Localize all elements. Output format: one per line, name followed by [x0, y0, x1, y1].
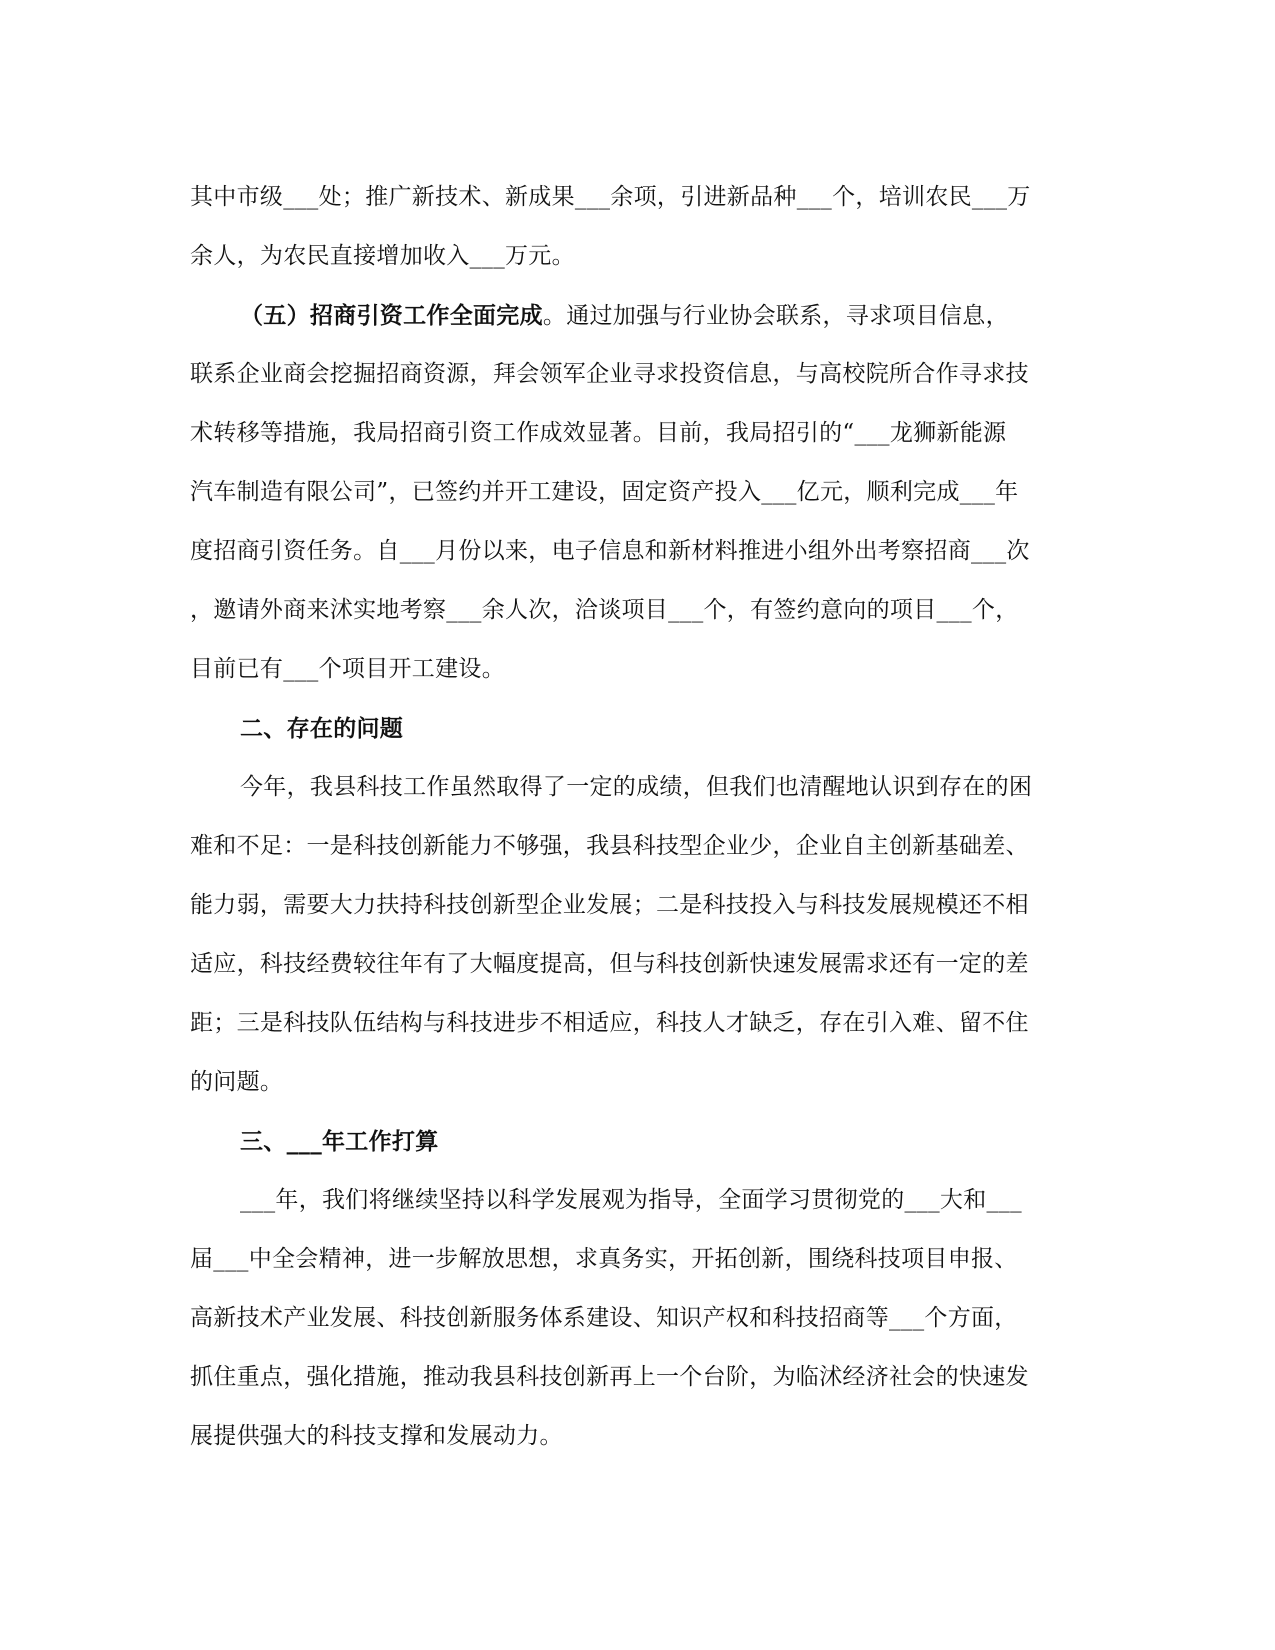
paragraph-results-continued: [190, 168, 1090, 286]
document-page: [190, 168, 1090, 1466]
text-line: 距；三是科技队伍结构与科技进步不相适应，科技人才缺乏，存在引入难、留不住: [190, 1010, 1029, 1036]
text-line: ，邀请外商来沭实地考察___余人次，洽谈项目___个，有签约意向的项目___个，: [190, 597, 1019, 623]
text-line: 的问题。: [190, 1069, 284, 1095]
paragraph-problems: [190, 758, 1090, 1112]
section-heading-problems: 二、存在的问题: [240, 715, 404, 742]
text-line: 届___中全会精神，进一步解放思想，求真务实，开拓创新，围绕科技项目申报、: [190, 1246, 1018, 1272]
section-heading-plans: 三、___年工作打算: [240, 1128, 439, 1155]
section-lead-rest: 。通过加强与行业协会联系，寻求项目信息，: [542, 303, 1009, 329]
section-lead-bold: （五）招商引资工作全面完成: [240, 302, 543, 329]
text-line: 高新技术产业发展、科技创新服务体系建设、知识产权和科技招商等___个方面，: [190, 1305, 1018, 1331]
paragraph-investment: [190, 286, 1090, 699]
text-line: 适应，科技经费较往年有了大幅度提高，但与科技创新快速发展需求还有一定的差: [190, 951, 1029, 977]
text-line: [190, 286, 1090, 345]
text-line: 抓住重点，强化措施，推动我县科技创新再上一个台阶，为临沭经济社会的快速发: [190, 1364, 1029, 1390]
text-line: 能力弱，需要大力扶持科技创新型企业发展；二是科技投入与科技发展规模还不相: [190, 892, 1029, 918]
text-line: 目前已有___个项目开工建设。: [190, 656, 505, 682]
text-line: 度招商引资任务。自___月份以来，电子信息和新材料推进小组外出考察招商___次: [190, 538, 1030, 564]
text-line: 术转移等措施，我局招商引资工作成效显著。目前，我局招引的“___龙狮新能源: [190, 420, 1007, 446]
text-line: 余人，为农民直接增加收入___万元。: [190, 243, 575, 269]
text-line: ___年，我们将继续坚持以科学发展观为指导，全面学习贯彻党的___大和___: [240, 1187, 1022, 1213]
text-line: 难和不足：一是科技创新能力不够强，我县科技型企业少，企业自主创新基础差、: [190, 833, 1029, 859]
text-line: 联系企业商会挖掘招商资源，拜会领军企业寻求投资信息，与高校院所合作寻求技: [190, 361, 1029, 387]
text-line: 今年，我县科技工作虽然取得了一定的成绩，但我们也清醒地认识到存在的困: [240, 774, 1033, 800]
text-line: 汽车制造有限公司”，已签约并开工建设，固定资产投入___亿元，顺利完成___年: [190, 479, 1019, 505]
text-line: 展提供强大的科技支撑和发展动力。: [190, 1423, 563, 1449]
paragraph-plans: [190, 1171, 1090, 1466]
text-line: 其中市级___处；推广新技术、新成果___余项，引进新品种___个，培训农民___万: [190, 184, 1031, 210]
